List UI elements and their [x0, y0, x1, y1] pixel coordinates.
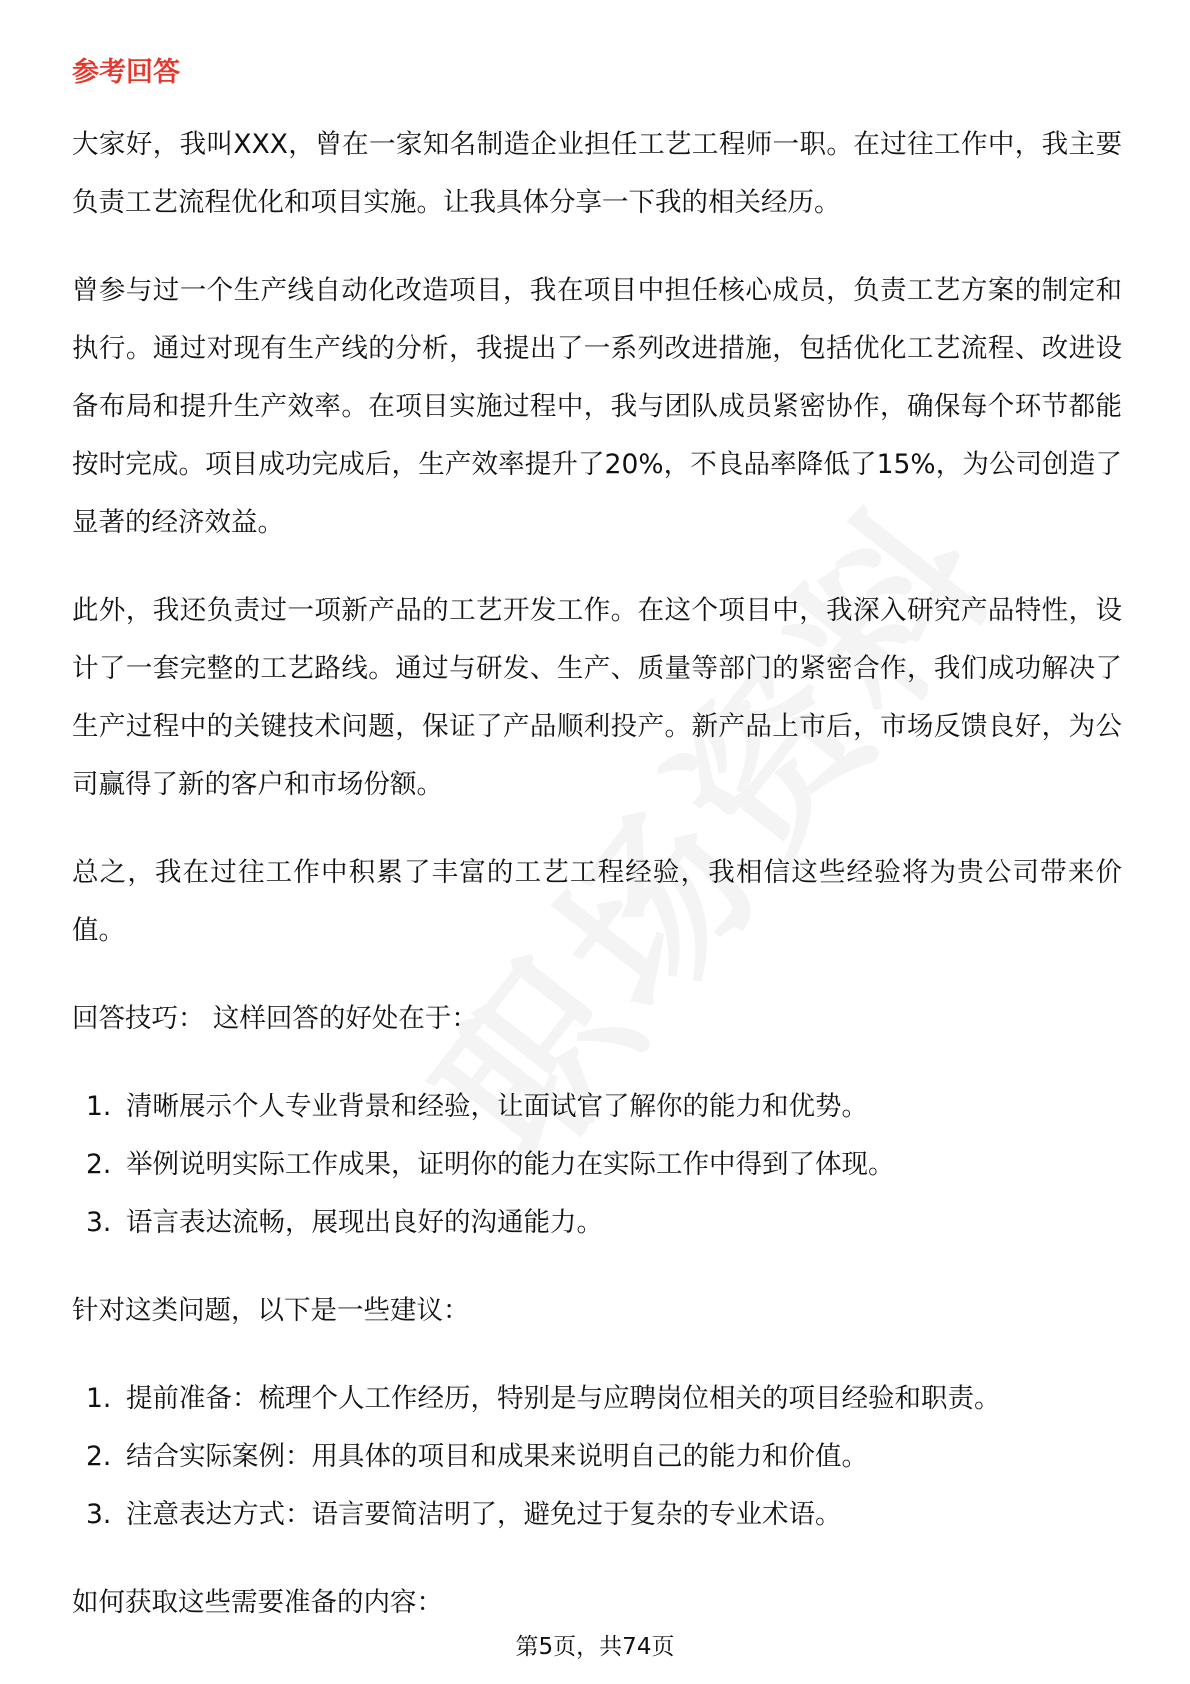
closing-intro: 如何获取这些需要准备的内容：	[72, 1587, 443, 1618]
list-item	[72, 1370, 1122, 1428]
list-item	[72, 1486, 1122, 1544]
page-number-footer: 第5页，共74页	[515, 1634, 675, 1660]
paragraph-project-new-product: 此外，我还负责过一项新产品的工艺开发工作。在这个项目中，我深入研究产品特性，设计了一套完整的工艺路线。通过与研发、生产、质量等部门的紧密合作，我们成功解决了生产过程中的关键技术问题，保证了产品顺利投产。新产品上市后，市场反馈良好，为公司赢得了新的客户和市场份额。	[72, 595, 1122, 800]
list-item	[72, 1194, 1122, 1252]
paragraph-project-automation: 曾参与过一个生产线自动化改造项目，我在项目中担任核心成员，负责工艺方案的制定和执行。通过对现有生产线的分析，我提出了一系列改进措施，包括优化工艺流程、改进设备布局和提升生产效率。在项目实施过程中，我与团队成员紧密协作，确保每个环节都能按时完成。项目成功完成后，生产效率提升了20%，不良品率降低了15%，为公司创造了显著的经济效益。	[72, 275, 1122, 538]
list-item-number: 2.	[86, 1149, 112, 1180]
list-item-number: 1.	[86, 1091, 112, 1122]
list-item-text: 语言表达流畅，展现出良好的沟通能力。	[126, 1207, 603, 1238]
list-item-text: 举例说明实际工作成果，证明你的能力在实际工作中得到了体现。	[126, 1149, 895, 1180]
advice-list	[72, 1370, 1122, 1544]
tips-intro: 回答技巧： 这样回答的好处在于：	[72, 1003, 478, 1034]
section-heading: 参考回答	[72, 57, 180, 88]
list-item	[72, 1136, 1122, 1194]
paragraph-intro: 大家好，我叫XXX，曾在一家知名制造企业担任工艺工程师一职。在过往工作中，我主要负责工艺流程优化和项目实施。让我具体分享一下我的相关经历。	[72, 129, 1122, 218]
list-item	[72, 1078, 1122, 1136]
list-item-number: 3.	[86, 1499, 112, 1530]
list-item-number: 2.	[86, 1441, 112, 1472]
list-item-text: 注意表达方式：语言要简洁明了，避免过于复杂的专业术语。	[126, 1499, 842, 1530]
list-item-text: 提前准备：梳理个人工作经历，特别是与应聘岗位相关的项目经验和职责。	[126, 1383, 1001, 1414]
list-item-number: 1.	[86, 1383, 112, 1414]
paragraph-summary: 总之，我在过往工作中积累了丰富的工艺工程经验，我相信这些经验将为贵公司带来价值。	[72, 857, 1122, 946]
advice-intro: 针对这类问题，以下是一些建议：	[72, 1295, 470, 1326]
list-item-text: 结合实际案例：用具体的项目和成果来说明自己的能力和价值。	[126, 1441, 868, 1472]
list-item-number: 3.	[86, 1207, 112, 1238]
list-item-text: 清晰展示个人专业背景和经验，让面试官了解你的能力和优势。	[126, 1091, 868, 1122]
page-content	[72, 44, 1122, 1662]
list-item	[72, 1428, 1122, 1486]
tips-list	[72, 1078, 1122, 1252]
